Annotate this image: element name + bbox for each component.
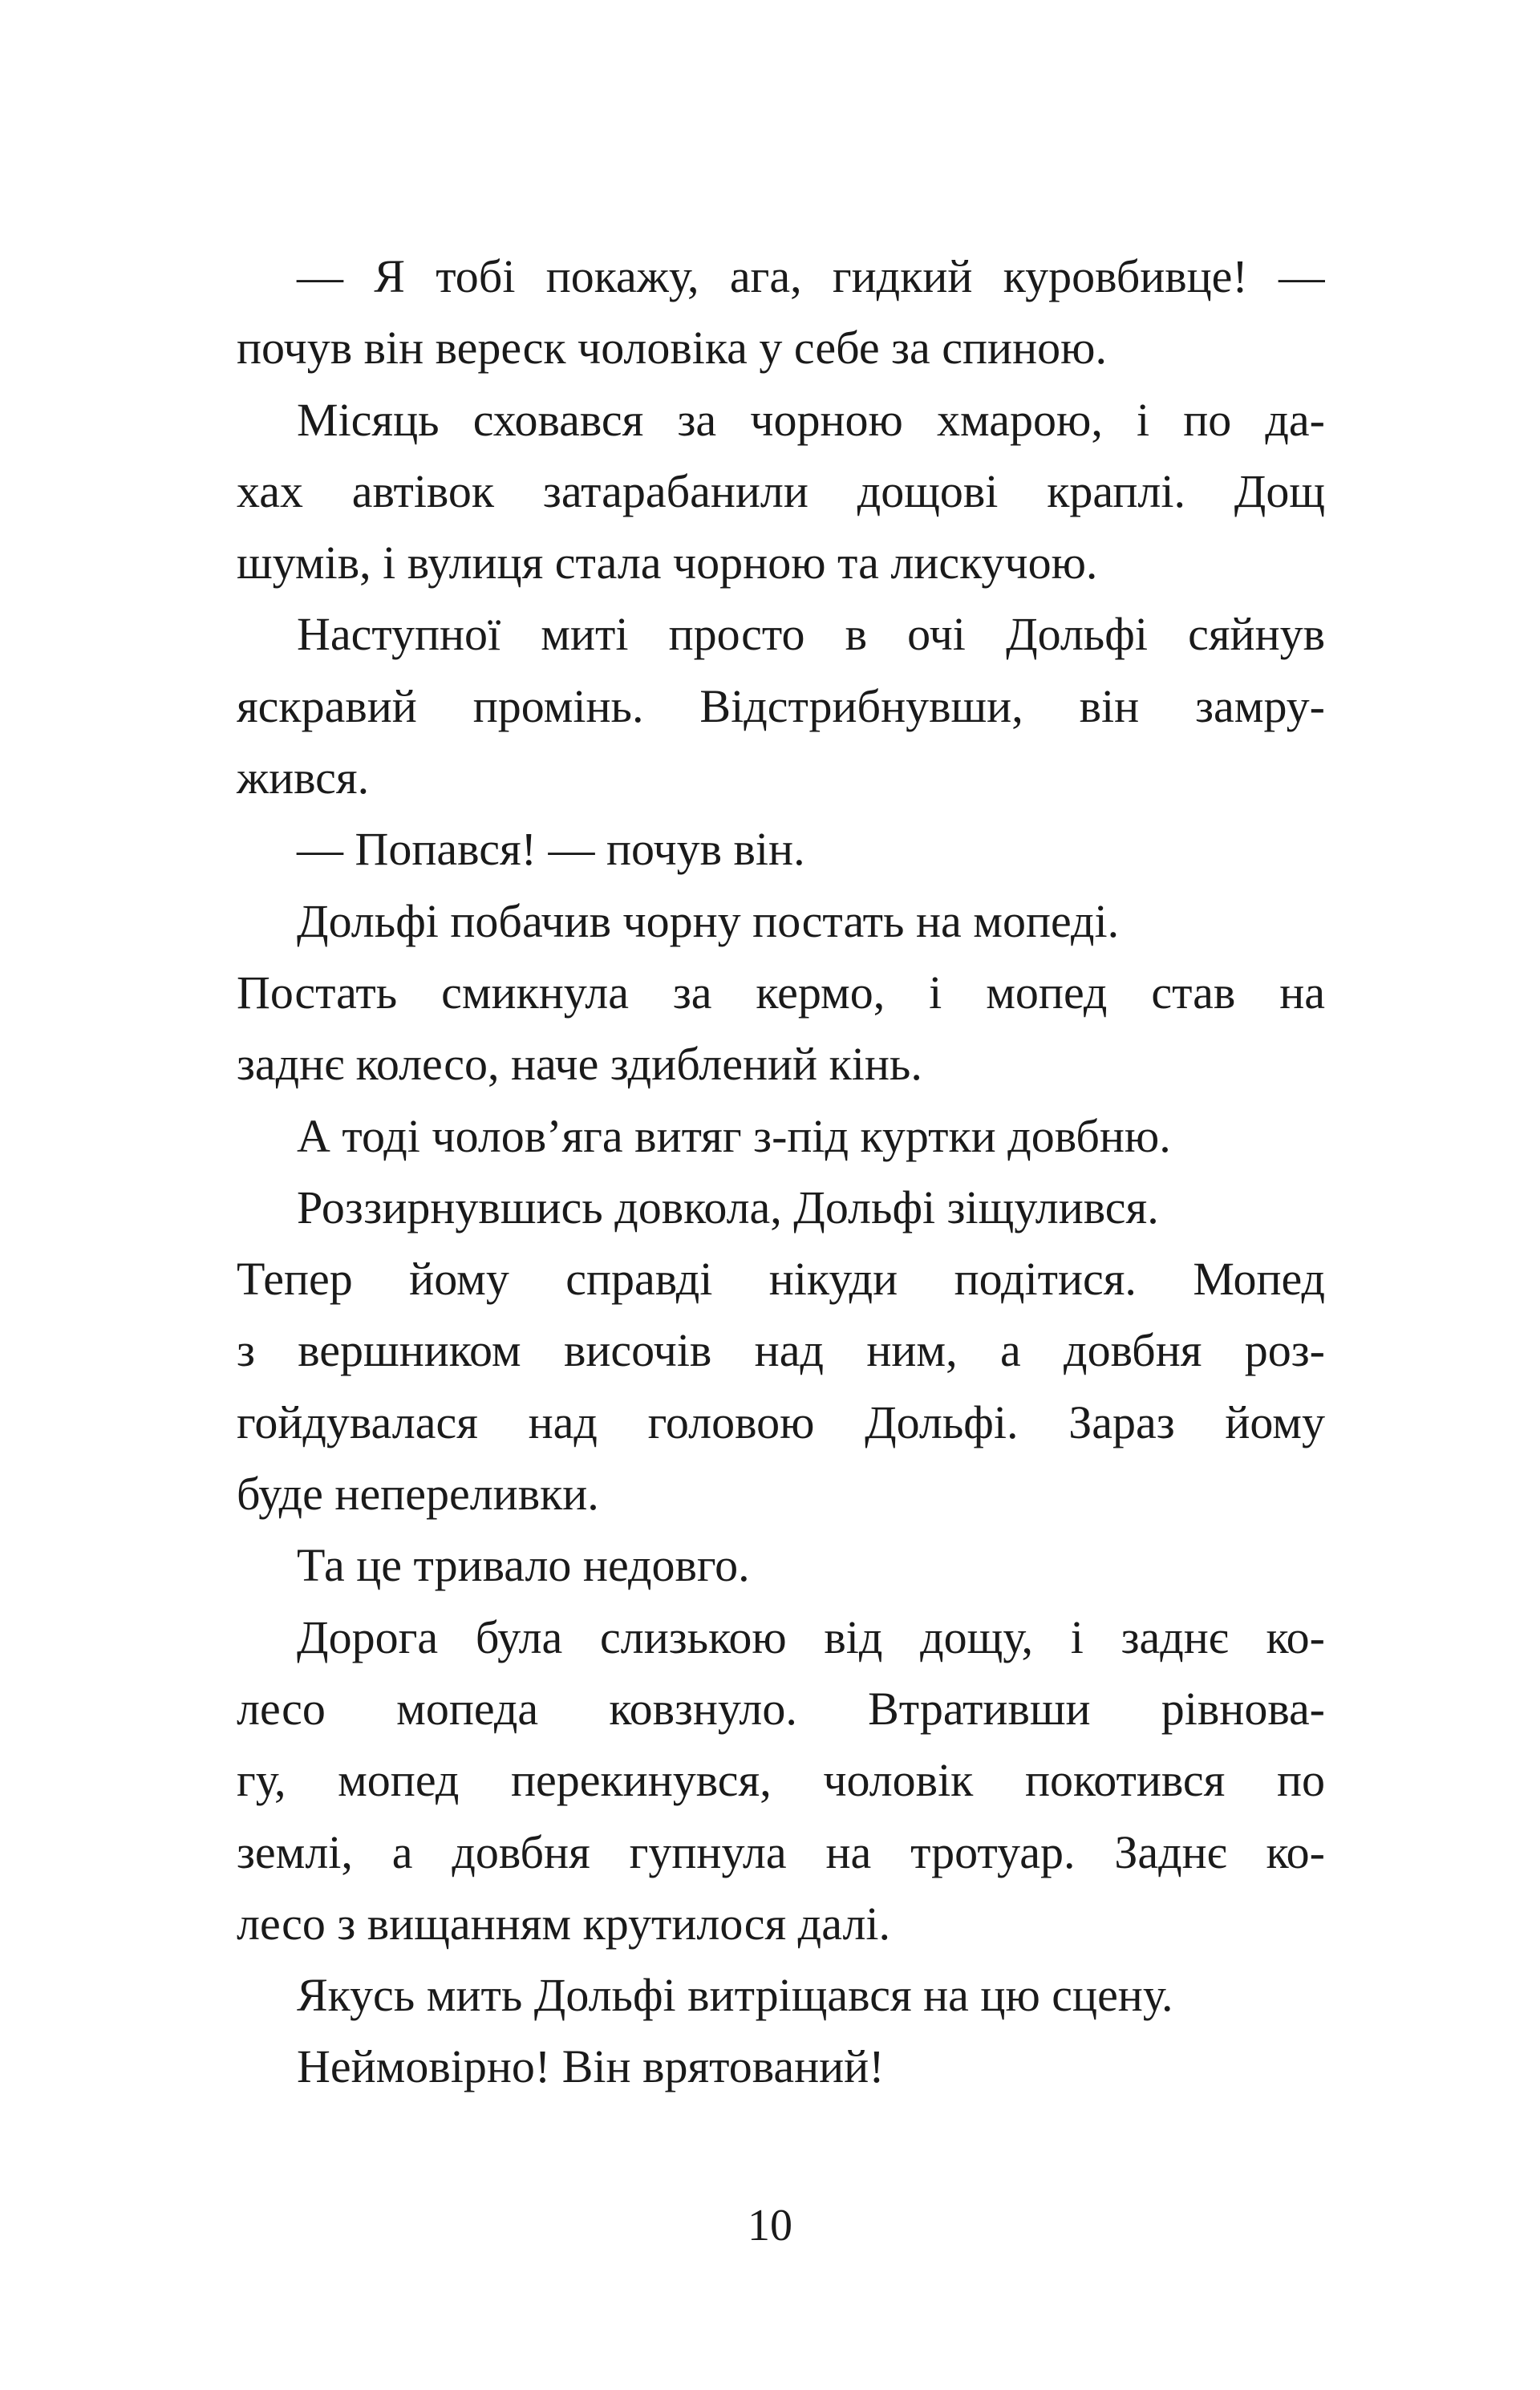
text-line: Дольфі побачив чорну постать на мопеді. xyxy=(297,894,1120,947)
text-line: Якусь мить Дольфі витріщався на цю сцену. xyxy=(297,1969,1173,2022)
text-line: з вершником височів над ним, а довбня роз- xyxy=(237,1324,1325,1377)
text-line: Неймовірно! Він врятований! xyxy=(297,2040,885,2093)
body-text xyxy=(237,241,1325,2103)
text-line: лесо мопеда ковзнуло. Втративши рівнова- xyxy=(237,1682,1325,1735)
text-line: Наступної миті просто в очі Дольфі сяйнув xyxy=(297,608,1325,661)
text-line: Тепер йому справді нікуди подітися. Мопед xyxy=(237,1253,1325,1306)
text-line: гойдувалася над головою Дольфі. Зараз йому xyxy=(237,1396,1325,1448)
page-number: 10 xyxy=(748,2201,792,2250)
text-line: почув він вереск чоловіка у себе за спиною. xyxy=(237,322,1107,375)
text-line: шумів, і вулиця стала чорною та лискучою. xyxy=(237,537,1098,589)
text-line: лесо з вищанням крутилося далі. xyxy=(237,1897,891,1950)
text-line: заднє колесо, наче здиблений кінь. xyxy=(237,1038,922,1091)
text-line: Постать смикнула за кермо, і мопед став на xyxy=(237,966,1325,1019)
text-line: яскравий промінь. Відстрибнувши, він замру- xyxy=(237,679,1325,732)
text-line: Місяць сховався за чорною хмарою, і по да- xyxy=(297,393,1325,446)
text-line: Та це тривало недовго. xyxy=(297,1539,750,1592)
text-line: Роззирнувшись довкола, Дольфі зіщулився. xyxy=(297,1181,1159,1233)
text-line: — Я тобі покажу, ага, гидкий куровбивце! — xyxy=(297,250,1325,302)
text-line: гу, мопед перекинувся, чоловік покотився по xyxy=(237,1754,1325,1807)
text-line: буде непереливки. xyxy=(237,1468,599,1521)
text-line: землі, а довбня гупнула на тротуар. Заднє ко- xyxy=(237,1825,1325,1878)
text-line: хах автівок затарабанили дощові краплі. Дощ xyxy=(237,464,1325,517)
text-line: — Попався! — почув він. xyxy=(297,823,805,876)
text-line: А тоді чолов’яга витяг з-під куртки довбню. xyxy=(297,1109,1171,1162)
text-line: жився. xyxy=(237,751,370,804)
text-line: Дорога була слизькою від дощу, і заднє ко- xyxy=(297,1610,1325,1663)
